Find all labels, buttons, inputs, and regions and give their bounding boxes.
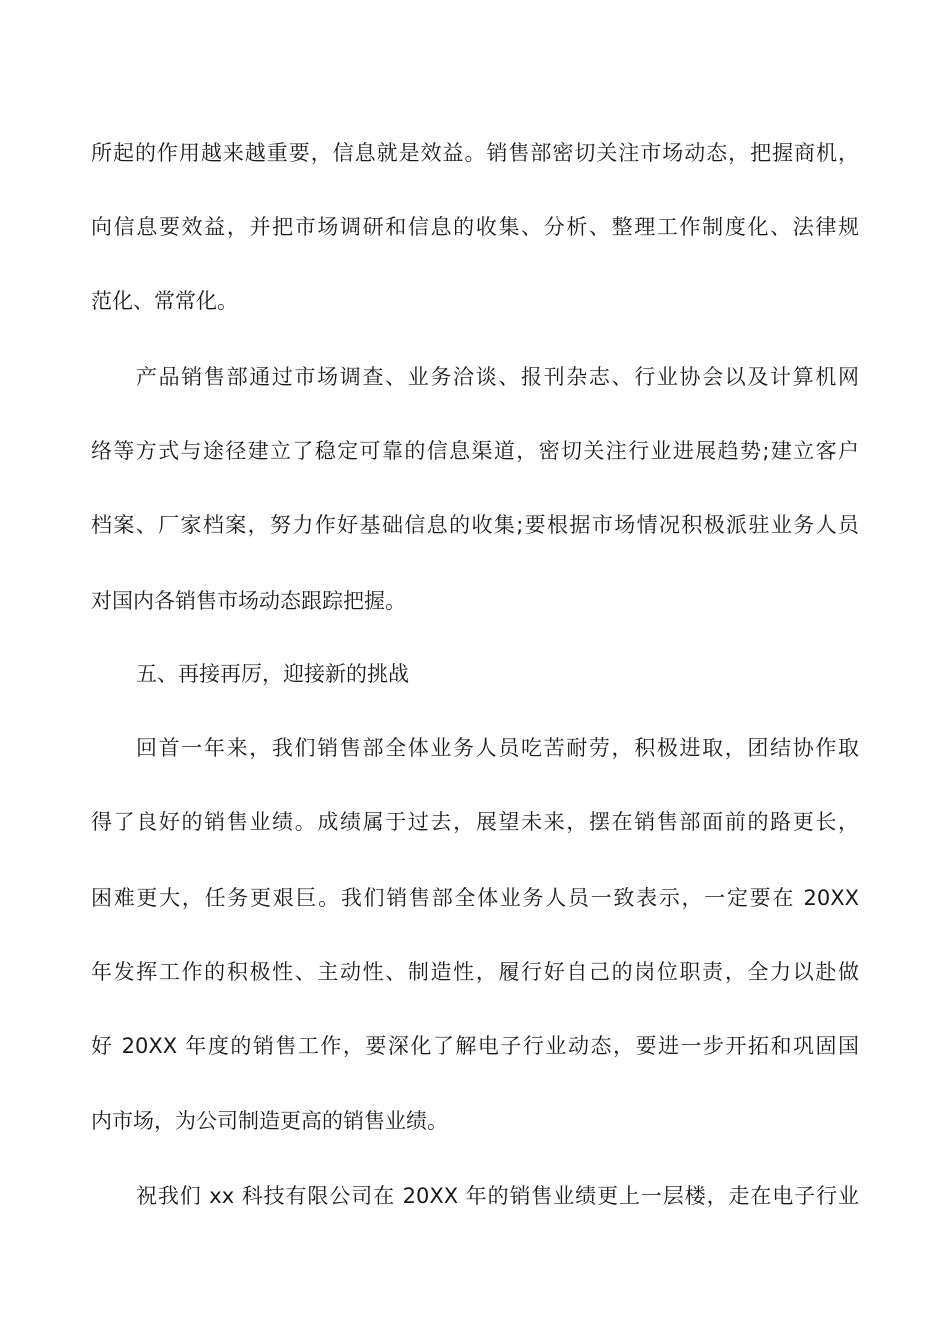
text-line: 得了良好的销售业绩。成绩属于过去，展望未来，摆在销售部面前的路更长， xyxy=(91,810,859,834)
text-line: 档案、厂家档案，努力作好基础信息的收集;要根据市场情况积极派驻业务人员 xyxy=(91,513,859,537)
text-line: 好 20XX 年度的销售工作，要深化了解电子行业动态，要进一步开拓和巩固国 xyxy=(91,1034,859,1058)
text-line: 内市场，为公司制造更高的销售业绩。 xyxy=(91,1109,448,1133)
text-line: 所起的作用越来越重要，信息就是效益。销售部密切关注市场动态，把握商机， xyxy=(91,141,859,165)
text-line: 络等方式与途径建立了稳定可靠的信息渠道，密切关注行业进展趋势;建立客户 xyxy=(91,439,859,463)
text-line: 对国内各销售市场动态跟踪把握。 xyxy=(91,589,406,613)
text-line: 范化、常常化。 xyxy=(91,289,238,313)
paragraph-first-line: 回首一年来，我们销售部全体业务人员吃苦耐劳，积极进取，团结协作取 xyxy=(136,736,859,760)
paragraph-first-line: 产品销售部通过市场调查、业务洽谈、报刊杂志、行业协会以及计算机网 xyxy=(136,365,859,389)
text-line: 向信息要效益，并把市场调研和信息的收集、分析、整理工作制度化、法律规 xyxy=(91,215,859,239)
text-line: 年发挥工作的积极性、主动性、制造性，履行好自己的岗位职责，全力以赴做 xyxy=(91,960,859,984)
text-line: 困难更大，任务更艰巨。我们销售部全体业务人员一致表示，一定要在 20XX xyxy=(91,886,859,910)
paragraph-first-line: 祝我们 xx 科技有限公司在 20XX 年的销售业绩更上一层楼，走在电子行业 xyxy=(136,1184,859,1208)
section-heading: 五、再接再厉，迎接新的挑战 xyxy=(136,662,409,686)
